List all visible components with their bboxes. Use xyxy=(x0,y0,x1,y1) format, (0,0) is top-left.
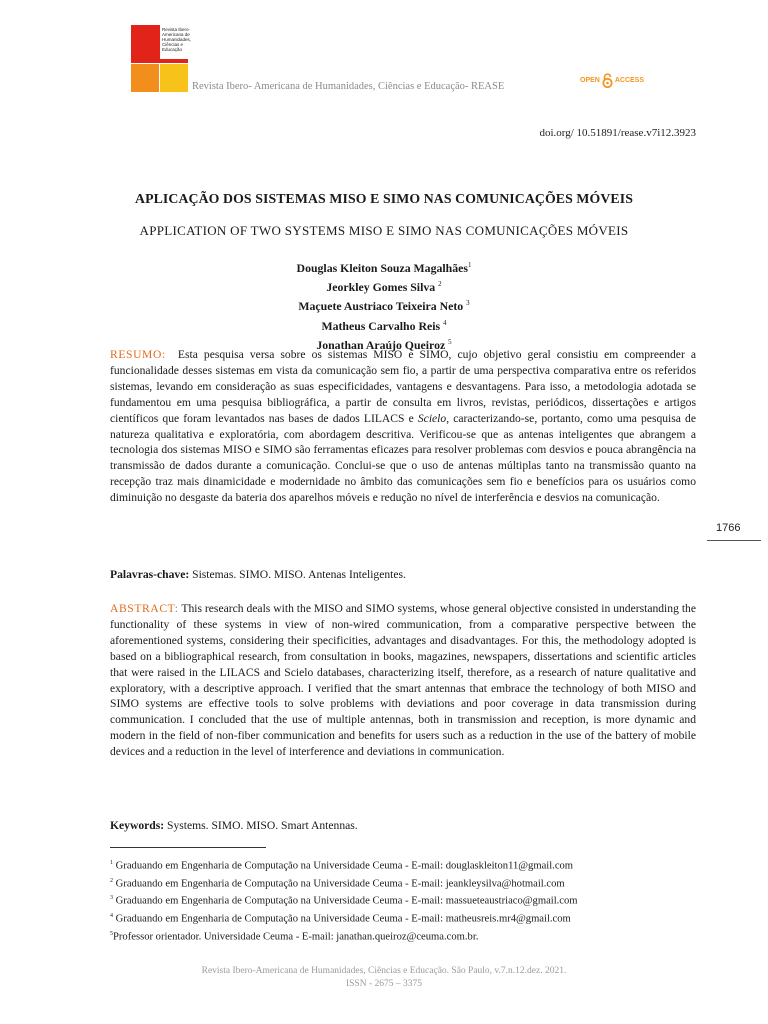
author-name: Jonathan Araújo Queiroz $^5$ xyxy=(316,337,452,352)
journal-name: Revista Ibero- Americana de Humanidades, Ciências e Educação- REASE xyxy=(192,81,505,92)
footnote-item: $^3$ Graduando em Engenharia de Computação na Universidade Ceuma - E-mail: massueteaustriaco@gmail.com xyxy=(110,895,578,907)
article-subtitle: APPLICATION OF TWO SYSTEMS MISO E SIMO NAS COMUNICAÇÕES MÓVEIS xyxy=(139,223,629,238)
logo-yellow-block xyxy=(160,64,188,92)
open-access-badge xyxy=(580,73,644,88)
keywords: Keywords: Systems. SIMO. MISO. Smart Antennas. xyxy=(110,819,358,832)
page-footer xyxy=(72,965,696,991)
abstract-paragraph: ABSTRACT: This research deals with the MISO and SIMO systems, whose general objective consisted in understanding the functionality of these systems in view of non-wired communication, from a comparative perspective between the aforementioned systems, considering their specificities, advantages and disadvantages. For this, the methodology adopted is based on a bibliographical research, from consultation in books, magazines, newspapers, dissertations and scientific articles that were raised in the LILACS and Scielo databases, characterizing itself, therefore, as a research of nature qualitative and exploratory, with a descriptive approach. I verified that the smart antennas that embrace the technology of both MISO and SIMO systems are effective tools to solve problems with deviations and poor coverage in data transmission during communication. I concluded that the use of multiple antennas, both in transmission and reception, is more dynamic and modern in the field of non-fiber communication and benefits for users such as a reduction in the use of the battery of mobile devices and a reduction in the level of interference and deviations in communication. xyxy=(110,602,696,759)
resumo-label: RESUMO: xyxy=(110,348,166,361)
resumo-paragraph: RESUMO: Esta pesquisa versa sobre os sistemas MISO e SIMO, cujo objetivo geral consistiu em compreender a funcionalidade desses sistemas em vista da comunicação sem fio, a partir de uma perspectiva comparativa entre os referidos sistemas, levando em consideração as suas especificidades, vantagens e desvantagens. Para isso, a metodologia adotada se fundamentou em uma pesquisa bibliográfica, a partir de consulta em livros, revistas, periódicos, dissertações e artigos científicos que foram levantados nas bases de dados LILACS e Scielo, caracterizando-se, portanto, como uma pesquisa de natureza qualitativa e exploratória, com abordagem descritiva. Verificou-se que as antenas inteligentes que abrangem a tecnologia dos sistemas MISO e SIMO são ferramentas eficazes para resolver problemas com desvios e pouca abrangência na transmissão de dados durante a comunicação. Conclui-se que o uso de antenas múltiplas tanto na transmissão quanto na recepção traz mais dinamicidade e modernidade no âmbito das comunicações sem fio e benefícios para os usuários como diminuição no desgaste da bateria dos aparelhos móveis e redução no nível de interferência e desvios na comunicação. xyxy=(110,348,697,505)
logo-orange-block xyxy=(131,64,159,92)
author-name: Jeorkley Gomes Silva $^2$ xyxy=(326,280,442,295)
open-access-left-text: OPEN xyxy=(580,77,600,84)
footnotes xyxy=(110,856,696,945)
page-number: 1766 xyxy=(716,522,741,534)
open-access-right-text: ACCESS xyxy=(614,77,645,84)
footnote-item: $^4$ Graduando em Engenharia de Computação na Universidade Ceuma - E-mail: matheusreis.mr4@gmail.com xyxy=(110,913,571,925)
doi-link[interactable]: doi.org/ 10.51891/rease.v7i12.3923 xyxy=(539,127,696,139)
footnote-item: $^2$ Graduando em Engenharia de Computação na Universidade Ceuma - E-mail: jeankleysilva@hotmail.com xyxy=(110,877,565,890)
footer-citation: Revista Ibero-Americana de Humanidades, Ciências e Educação. São Paulo, v.7.n.12.dez. 2021. xyxy=(201,966,567,976)
author-name: Douglas Kleiton Souza Magalhães$^1$ xyxy=(296,260,472,275)
open-access-lock-icon xyxy=(601,73,614,88)
footnote-divider xyxy=(110,847,266,848)
author-name: Matheus Carvalho Reis $^4$ xyxy=(321,318,447,333)
author-list xyxy=(72,257,696,353)
logo-text: Revista Ibero-Americana de Humanidades, Ciências e Educação xyxy=(162,27,192,52)
footnote-item: $^1$ Graduando em Engenharia de Computação na Universidade Ceuma - E-mail: douglaskleiton11@gmail.com xyxy=(110,860,574,872)
article-title: APLICAÇÃO DOS SISTEMAS MISO E SIMO NAS COMUNICAÇÕES MÓVEIS xyxy=(135,191,633,206)
page-number-rule xyxy=(707,540,761,541)
abstract-label: ABSTRACT: xyxy=(110,602,179,615)
footnote-item: $^5$Professor orientador. Universidade Ceuma - E-mail: janathan.queiroz@ceuma.com.br. xyxy=(110,930,479,943)
footer-issn: ISSN - 2675 – 3375 xyxy=(345,979,422,989)
author-name: Maçuete Austriaco Teixeira Neto $^3$ xyxy=(298,299,470,314)
palavras-chave: Palavras-chave: Sistemas. SIMO. MISO. Antenas Inteligentes. xyxy=(110,568,406,581)
